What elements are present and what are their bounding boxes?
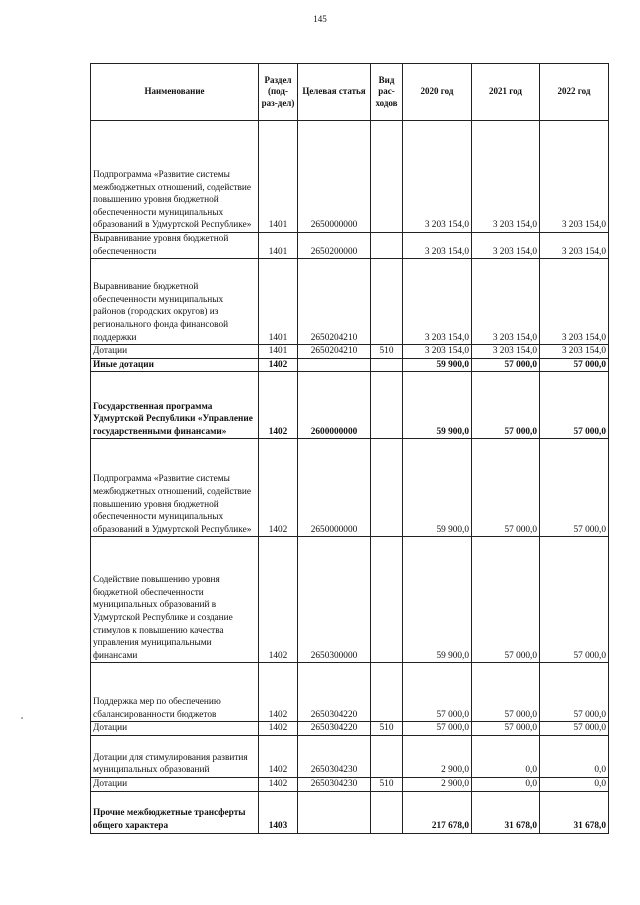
row-name-cell: Поддержка мер по обеспечению сбалансированности бюджетов	[91, 663, 259, 722]
row-2020-cell: 57 000,0	[403, 722, 472, 736]
row-expense-cell	[371, 121, 403, 233]
row-article-cell: 2650000000	[298, 121, 371, 233]
row-article-cell: 2650200000	[298, 233, 371, 259]
header-name: Наименование	[91, 64, 259, 121]
row-article-cell	[298, 791, 371, 833]
row-2022-cell: 57 000,0	[540, 663, 609, 722]
row-expense-cell	[371, 663, 403, 722]
row-name-cell: Дотации	[91, 722, 259, 736]
row-2022-cell: 3 203 154,0	[540, 345, 609, 359]
row-article-cell: 2650304220	[298, 722, 371, 736]
row-section-cell: 1403	[259, 791, 298, 833]
table-row	[91, 722, 609, 736]
row-section-cell: 1402	[259, 372, 298, 439]
row-2020-cell: 59 900,0	[403, 537, 472, 663]
row-2020-cell: 217 678,0	[403, 791, 472, 833]
row-2020-cell: 2 900,0	[403, 735, 472, 777]
row-2022-cell: 0,0	[540, 777, 609, 791]
table-row	[91, 791, 609, 833]
row-2022-cell: 31 678,0	[540, 791, 609, 833]
row-section-cell: 1402	[259, 777, 298, 791]
table-row	[91, 439, 609, 537]
row-2022-cell: 3 203 154,0	[540, 259, 609, 345]
row-2022-cell: 3 203 154,0	[540, 121, 609, 233]
row-2021-cell: 57 000,0	[472, 722, 540, 736]
page-number: 145	[313, 14, 327, 24]
table-row	[91, 372, 609, 439]
row-name-cell: Иные дотации	[91, 358, 259, 372]
row-2020-cell: 3 203 154,0	[403, 345, 472, 359]
row-2021-cell: 3 203 154,0	[472, 233, 540, 259]
scan-speck	[21, 717, 23, 719]
row-expense-cell	[371, 259, 403, 345]
row-expense-cell: 510	[371, 345, 403, 359]
row-2020-cell: 2 900,0	[403, 777, 472, 791]
table-body	[91, 121, 609, 834]
table-row	[91, 233, 609, 259]
row-2022-cell: 57 000,0	[540, 439, 609, 537]
row-2022-cell: 57 000,0	[540, 537, 609, 663]
row-2021-cell: 3 203 154,0	[472, 345, 540, 359]
row-2021-cell: 3 203 154,0	[472, 121, 540, 233]
row-2021-cell: 57 000,0	[472, 537, 540, 663]
row-2020-cell: 59 900,0	[403, 372, 472, 439]
table-row	[91, 777, 609, 791]
row-2020-cell: 57 000,0	[403, 663, 472, 722]
row-expense-cell	[371, 233, 403, 259]
header-2022: 2022 год	[540, 64, 609, 121]
row-article-cell: 2650204210	[298, 259, 371, 345]
row-2020-cell: 3 203 154,0	[403, 121, 472, 233]
row-name-cell: Выравнивание бюджетной обеспеченности муниципальных районов (городских округов) из регионального фонда финансовой поддержки	[91, 259, 259, 345]
row-2021-cell: 57 000,0	[472, 663, 540, 722]
row-section-cell: 1401	[259, 233, 298, 259]
table-row	[91, 121, 609, 233]
header-section: Раздел (под-раз-дел)	[259, 64, 298, 121]
row-article-cell	[298, 358, 371, 372]
row-name-cell: Выравнивание уровня бюджетной обеспеченности	[91, 233, 259, 259]
row-section-cell: 1401	[259, 345, 298, 359]
table-row	[91, 259, 609, 345]
row-section-cell: 1402	[259, 537, 298, 663]
header-2021: 2021 год	[472, 64, 540, 121]
row-2021-cell: 0,0	[472, 735, 540, 777]
row-name-cell: Прочие межбюджетные трансферты общего характера	[91, 791, 259, 833]
table-row	[91, 537, 609, 663]
budget-table	[90, 63, 609, 834]
row-2020-cell: 59 900,0	[403, 439, 472, 537]
row-2020-cell: 59 900,0	[403, 358, 472, 372]
row-name-cell: Дотации	[91, 345, 259, 359]
row-article-cell: 2650304230	[298, 735, 371, 777]
row-section-cell: 1402	[259, 663, 298, 722]
table-row	[91, 358, 609, 372]
row-2021-cell: 57 000,0	[472, 358, 540, 372]
row-2021-cell: 0,0	[472, 777, 540, 791]
row-section-cell: 1402	[259, 358, 298, 372]
row-section-cell: 1401	[259, 259, 298, 345]
row-2021-cell: 3 203 154,0	[472, 259, 540, 345]
header-2020: 2020 год	[403, 64, 472, 121]
row-name-cell: Государственная программа Удмуртской Республики «Управление государственными финансами»	[91, 372, 259, 439]
row-article-cell: 2650000000	[298, 439, 371, 537]
row-section-cell: 1402	[259, 722, 298, 736]
row-2021-cell: 57 000,0	[472, 439, 540, 537]
table-header-row	[91, 64, 609, 121]
row-article-cell: 2650304220	[298, 663, 371, 722]
row-expense-cell: 510	[371, 777, 403, 791]
row-expense-cell	[371, 735, 403, 777]
row-article-cell: 2650300000	[298, 537, 371, 663]
table-row	[91, 663, 609, 722]
row-name-cell: Подпрограмма «Развитие системы межбюджетных отношений, содействие повышению уровня бюджетной обеспеченности муниципальных образований в Удмуртской Республике»	[91, 439, 259, 537]
row-2022-cell: 57 000,0	[540, 358, 609, 372]
header-expense: Вид рас-ходов	[371, 64, 403, 121]
row-2022-cell: 3 203 154,0	[540, 233, 609, 259]
row-expense-cell	[371, 439, 403, 537]
row-expense-cell	[371, 372, 403, 439]
row-2022-cell: 0,0	[540, 735, 609, 777]
row-article-cell: 2650204210	[298, 345, 371, 359]
row-2022-cell: 57 000,0	[540, 722, 609, 736]
row-article-cell: 2600000000	[298, 372, 371, 439]
row-section-cell: 1402	[259, 439, 298, 537]
row-expense-cell: 510	[371, 722, 403, 736]
row-name-cell: Подпрограмма «Развитие системы межбюджетных отношений, содействие повышению уровня бюджетной обеспеченности муниципальных образований в Удмуртской Республике»	[91, 121, 259, 233]
row-section-cell: 1402	[259, 735, 298, 777]
row-2020-cell: 3 203 154,0	[403, 233, 472, 259]
row-name-cell: Дотации для стимулирования развития муниципальных образований	[91, 735, 259, 777]
row-name-cell: Содействие повышению уровня бюджетной обеспеченности муниципальных образований в Удмуртской Республике и создание стимулов к повышению качества управления муниципальными финансами	[91, 537, 259, 663]
header-article: Целевая статья	[298, 64, 371, 121]
row-expense-cell	[371, 537, 403, 663]
row-section-cell: 1401	[259, 121, 298, 233]
row-2021-cell: 57 000,0	[472, 372, 540, 439]
table-row	[91, 735, 609, 777]
row-2022-cell: 57 000,0	[540, 372, 609, 439]
row-expense-cell	[371, 791, 403, 833]
row-name-cell: Дотации	[91, 777, 259, 791]
row-expense-cell	[371, 358, 403, 372]
table-row	[91, 345, 609, 359]
row-2021-cell: 31 678,0	[472, 791, 540, 833]
row-article-cell: 2650304230	[298, 777, 371, 791]
row-2020-cell: 3 203 154,0	[403, 259, 472, 345]
